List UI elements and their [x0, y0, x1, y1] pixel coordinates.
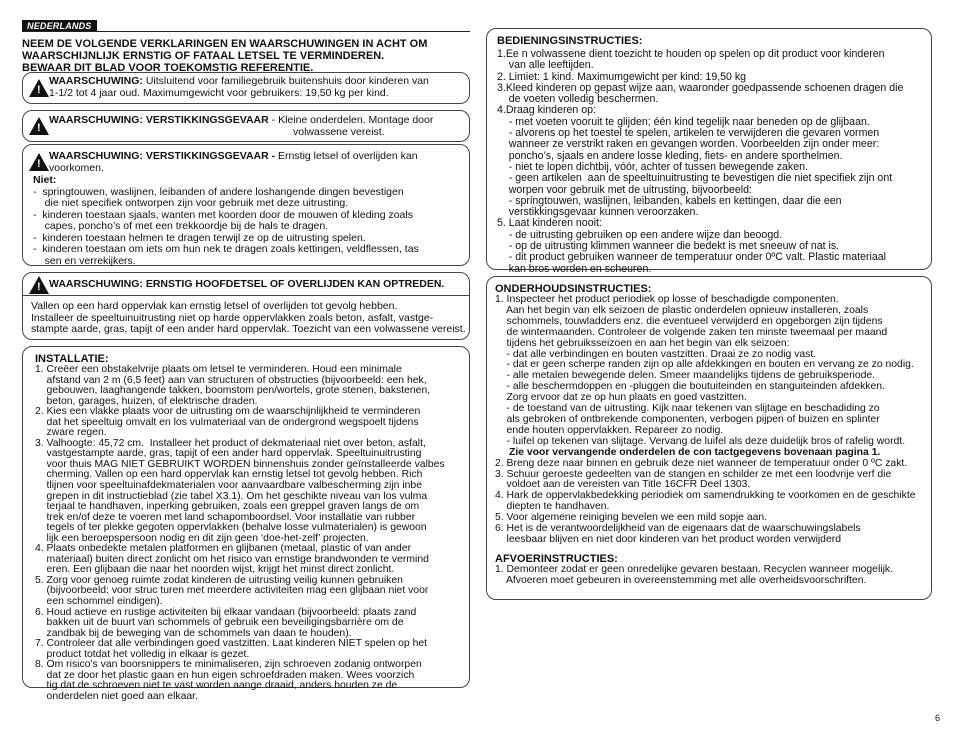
warning-text: Ernstig letsel of overlijden kan voorkomen.	[49, 150, 418, 174]
text-line: diepten te handhaven.	[495, 501, 610, 513]
text-line: 3.Kleed kinderen op gepast wijze aan, waaronder goedpassende schoenen dragen die	[497, 81, 904, 94]
text-line: onderdelen niet goed aan elkaar.	[35, 690, 198, 702]
text-line: - geen artikelen aan de speeltuinuitrusting te bevestigen die niet specifiek zijn ont	[497, 172, 893, 185]
text-line: zware regen.	[35, 427, 107, 439]
text-line: bakken uit de buurt van schommels of gebruik een beveiligingsbarrière om de	[35, 617, 404, 629]
text-line: 4.Draag kinderen op:	[497, 104, 596, 117]
text-line: verstikkingsgevaar kunnen veroorzaken.	[497, 206, 699, 219]
operation-title: BEDIENINGSINSTRUCTIES:	[497, 35, 643, 47]
text-line: de wintermaanden. Controleer de volgende zaken ten minste tweemaal per maand	[495, 326, 888, 338]
text-line: 3. Valhoogte: 45,72 cm. Installeer het product of dekmateriaal niet over beton, asfalt,	[35, 437, 426, 449]
disposal-title: AFVOERINSTRUCTIES:	[495, 552, 618, 565]
warning-text: Vallen op een hard oppervlak kan ernstig letsel of overlijden tot gevolg hebben.	[31, 300, 398, 312]
text-line: voor thuis MAG NIET GEBRUIKT WORDEN binnenshuis zonder geïnstalleerde valbes	[35, 458, 445, 470]
text-line: vastgestampte aarde, gras, tapijt of een ander hard oppervlak. Speeltuinuitrusting	[35, 448, 422, 460]
text-line: 4. Plaats onbedekte metalen platformen en glijbanen (metaal, plastic of van ander	[35, 543, 412, 555]
niet-item: sen en verrekijkers.	[33, 254, 136, 267]
text-line: - de toestand van de uitrusting. Kijk naar tekenen van slijtage en beschadiding zo	[495, 403, 880, 415]
language-tag: NEDERLANDS	[22, 20, 97, 32]
intro-line: WAARSCHIJNLIJK ERNSTIG OF FATAAL LETSEL TE VERMINDEREN.	[22, 50, 385, 62]
warning-text: - Kleine onderdelen. Montage door	[268, 114, 434, 126]
installation-title: INSTALLATIE:	[35, 353, 109, 365]
text-line: (bijvoorbeeld: voor struc turen met meerdere activiteiten mag een glijbaan niet voor	[35, 585, 429, 597]
text-line: - alle metalen bewegende delen. Smeer maandelijks tijdens de gebruiksperiode.	[495, 370, 876, 382]
text-line: ende houten oppervlakken. Repareer zo nodig.	[495, 424, 724, 436]
text-line: lijk een beroepspersoon nodig en dit zijn geen ‘doe-het-zelf’ projecten.	[35, 532, 369, 544]
installation-box	[22, 346, 470, 702]
warning-text: volwassene vereist.	[293, 125, 385, 138]
text-line: 8. Om risico’s van boorsnippers te minimaliseren, zijn schroeven zodanig ontworpen	[35, 659, 422, 671]
text-line: voldoet aan de vereisten van Title 16CFR Deel 1303.	[495, 479, 751, 491]
text-line: trek en/of deze te voeren met land schapomboordsel. Voor installatie van rubber	[35, 511, 416, 523]
text-line: - dat er geen scherpe randen zijn op alle afdekkingen en bouten en vervang ze zo nodig.	[495, 359, 914, 371]
niet-item: capes, poncho’s of met een trekkoordje bij de hals te dragen.	[33, 220, 329, 232]
text-line: als gebroken of ontbrekende componenten, verbogen pijpen of buizen en splinter	[495, 413, 880, 425]
niet-item: - kinderen toestaan sjaals, wanten met koorden door de mouwen of kleding zoals	[33, 208, 413, 221]
text-line: van alle leeftijden.	[497, 59, 594, 72]
warning-label: WAARSCHUWING: VERSTIKKINGSGEVAAR -	[49, 150, 276, 162]
text-line: - springtouwen, waslijnen, leibanden, kabels en kettingen, daar die een	[497, 194, 842, 207]
text-line: - luifel op tekenen van slijtage. Vervang de luifel als deze duidelijk bros of rafelig wordt.	[495, 435, 906, 447]
text-line: 1. Demonteer zodat er geen onredelijke gevaren bestaan. Recyclen wanneer mogelijk.	[495, 563, 893, 575]
text-line: grepen in dit instructieblad (zie tabel X3.1). Om het geschikte niveau van los vulma	[35, 490, 428, 502]
text-line: leesbaar blijven en niet door kinderen van het product worden verwijderd	[495, 533, 841, 545]
text-line: de voeten volledig beschermen.	[497, 93, 659, 106]
text-line: - dat alle verbindingen en bouten vastzitten. Draai ze zo nodig vast.	[495, 348, 817, 360]
spare-parts-note: Zie voor vervangende onderdelen de con tactgegevens bovenaan pagina 1.	[509, 446, 881, 458]
warning-text: Uitsluitend voor familiegebruik buitenshuis door kinderen van	[142, 75, 429, 87]
text-line: Afvoeren moet gebeuren in overeenstemming met alle overheidsvoorschriften.	[495, 574, 867, 586]
text-line: 5. Laat kinderen nooit:	[497, 217, 602, 230]
text-line: worpen voor gebruik met de uitrusting, bijvoorbeeld:	[497, 183, 752, 196]
operation-list	[497, 49, 929, 275]
warning-label: WAARSCHUWING:	[49, 75, 143, 87]
text-line: wanneer ze verstrikt raken en gevangen worden. Voorbeelden zijn onder meer:	[497, 138, 880, 151]
maintenance-box	[486, 276, 932, 600]
intro-heading	[22, 38, 472, 74]
text-line: - met voeten vooruit te glijden; één kind tegelijk naar beneden op de glijbaan.	[497, 115, 870, 128]
text-line: terjaal te handhaven, inperking gebruiken, zoals een greppel graven langs de om	[35, 501, 420, 513]
text-line: afstand van 2 m (6,5 feet) aan van structuren of obstructies (bijvoorbeeld: een hek,	[35, 374, 427, 386]
text-line: eren. Een glijbaan die naar het noorden wijst, krijgt het minst direct zonlicht.	[35, 564, 395, 576]
warning-text: Installeer de speeltuinuitrusting niet op harde oppervlakken zoals beton, asfalt, vastge-	[31, 311, 434, 324]
text-line: schommels, touwladders enz. die eventueel verwijderd en opgeborgen zijn tijdens	[495, 315, 883, 327]
disposal-list	[495, 565, 929, 587]
warning-small-parts-box: ! WAARSCHUWING: VERSTIKKINGSGEVAAR - Kleine onderdelen. Montage door volwassene vereist.	[22, 110, 470, 142]
warning-label: WAARSCHUWING: ERNSTIG HOOFDETSEL OF OVERLIJDEN KAN OPTREDEN.	[49, 278, 445, 290]
text-line: 6. Houd actieve en rustige activiteiten bij elkaar vandaan (bijvoorbeeld: plaats zand	[35, 606, 417, 618]
text-line: 5. Zorg voor genoeg ruimte zodat kinderen de uitrusting veilig kunnen gebruiken	[35, 574, 403, 586]
text-line: tlijnen voor speeltuinafdekmaterialen voor aanvaardbare valbescherming zijn inbe	[35, 480, 422, 492]
warning-strangulation-box: ! WAARSCHUWING: VERSTIKKINGSGEVAAR - Ernstig letsel of overlijden kan voorkomen. Niet: - springtouwen, waslijnen, leibanden of andere loshangende dingen bevestigen die niet specifiek ontworpen zijn voor gebruik met deze uitrusting. - kinderen toestaan sjaals, wanten met koorden door de mouwen of kleding zoals capes, poncho’s of met een trekkoordje bij de hals te dragen. - kinderen toestaan helmen te dragen terwijl ze op de uitrusting spelen. - kinderen toestaan om iets om hun nek te dragen zoals kettingen, veldflessen, tas sen en verrekijkers.	[22, 144, 470, 266]
text-line: 1.Ee n volwassene dient toezicht te houden op spelen op dit product voor kinderen	[497, 48, 885, 60]
text-line: kan bros worden en scheuren.	[497, 262, 652, 275]
text-line: - alvorens op het toestel te spelen, artikelen te verwijderen die gevaren vormen	[497, 127, 880, 140]
text-line: 6. Het is de verantwoordelijkheid van de eigenaars dat de waarschuwingslabels	[495, 523, 861, 535]
maintenance-title: ONDERHOUDSINSTRUCTIES:	[495, 283, 652, 295]
text-line: beton, garages, huizen, of elektrische draden.	[35, 395, 258, 407]
text-line: dat ze door het plastic gaan en hun eigen schroefdraden maken. Wees voorzich	[35, 669, 415, 681]
text-line: - dit product gebruiken wanneer de temperatuur onder 0ºC valt. Plastic materiaal	[497, 251, 886, 264]
text-line: een schommel eindigen).	[35, 596, 163, 608]
warning-family-use-box: ! WAARSCHUWING: Uitsluitend voor familiegebruik buitenshuis door kinderen van 1-1/2 tot 4 jaar oud. Maximumgewicht voor gebruikers: 19,50 kg per kind.	[22, 72, 470, 104]
text-line: - de uitrusting gebruiken op een andere wijze dan beoogd.	[497, 228, 783, 241]
maintenance-list-2	[495, 459, 929, 546]
text-line: Aan het begin van elk seizoen de plastic onderdelen opnieuw installeren, zoals	[495, 304, 869, 316]
text-line: 5. Voor algemene reiniging bevelen we een mild sopje aan.	[495, 512, 768, 524]
text-line: product totdat het volledig in elkaar is gezet.	[35, 648, 250, 660]
intro-line: NEEM DE VOLGENDE VERKLARINGEN EN WAARSCHUWINGEN IN ACHT OM	[22, 38, 428, 50]
text-line: 2. Kies een vlakke plaats voor de uitrusting om de waarschijnlijkheid te verminderen	[35, 406, 421, 418]
text-line: tijdens het gebruiksseizoen en aan het begin van elk seizoen:	[495, 337, 790, 349]
text-line: - alle beschermdoppen en -pluggen die boutuiteinden en stanguiteinden afdekken.	[495, 381, 885, 393]
installation-list	[35, 365, 467, 703]
text-line: 3. Schuur geroeste gedeelten van de stangen en schilder ze met een loodvrije verf die	[495, 468, 892, 480]
intro-line: BEWAAR DIT BLAD VOOR TOEKOMSTIG REFERENTIE.	[22, 62, 314, 74]
page-number: 6	[934, 713, 940, 723]
text-line: cherming. Vallen op een hard oppervlak kan ernstig letsel tot gevolg hebben. Rich	[35, 469, 423, 481]
text-line: poncho’s, sjaals en andere losse kleding, fiets- en andere sporthelmen.	[497, 149, 843, 162]
text-line: tig dat de schroeven niet te vast worden aange draaid, anders houden ze de	[35, 680, 398, 692]
warning-label: WAARSCHUWING: VERSTIKKINGSGEVAAR	[49, 114, 269, 126]
text-line: dat het speeltuig omvalt en los vulmateriaal van de ondergrond wegspoelt tijdens	[35, 416, 419, 428]
header-rule	[22, 31, 470, 32]
operation-box	[486, 28, 932, 275]
text-line: 2. Limiet: 1 kind. Maximumgewicht per kind: 19,50 kg	[497, 70, 747, 83]
warning-text: stampte aarde, gras, tapijt of een ander hard oppervlak. Toezicht van een volwassene vereist.	[31, 323, 466, 335]
text-line: 4. Hark de oppervlakbedekking periodiek om samendrukking te voorkomen en de geschikte	[495, 490, 916, 502]
warning-head-injury-box: ! WAARSCHUWING: ERNSTIG HOOFDETSEL OF OVERLIJDEN KAN OPTREDEN. Vallen op een hard oppervlak kan ernstig letsel of overlijden tot gevolg hebben. Installeer de speeltuinuitrusting niet op harde oppervlakken zoals beton, asfalt, vastge- stampte aarde, gras, tapijt of een ander hard oppervlak. Toezicht van een volwassene vereist.	[22, 272, 470, 340]
text-line: Zorg ervoor dat ze op hun plaats en goed vastzitten.	[495, 392, 747, 404]
niet-item: - kinderen toestaan om iets om hun nek te dragen zoals kettingen, veldflessen, tas	[33, 243, 419, 255]
text-line: 1. Inspecteer het product periodiek op losse of beschadigde componenten.	[495, 294, 839, 305]
text-line: 2. Breng deze naar binnen en gebruik deze niet wanneer de temperatuur onder 0 ºC zakt.	[495, 457, 908, 469]
niet-item: die niet specifiek ontworpen zijn voor gebruik met deze uitrusting.	[33, 197, 349, 209]
text-line: - op de uitrusting klimmen wanneer die bedekt is met sneeuw of nat is.	[497, 240, 840, 253]
text-line: tegels of ter plekke gegoten oppervlakken (behalve losse vulmaterialen) is gewoon	[35, 522, 427, 534]
text-line: 7. Controleer dat alle verbindingen goed vastzitten. Laat kinderen NIET spelen op het	[35, 638, 428, 650]
warning-text: 1-1/2 tot 4 jaar oud. Maximumgewicht voor gebruikers: 19,50 kg per kind.	[49, 86, 389, 99]
niet-item: - springtouwen, waslijnen, leibanden of andere loshangende dingen bevestigen	[33, 185, 404, 198]
niet-item: - kinderen toestaan helmen te dragen terwijl ze op de uitrusting spelen.	[33, 231, 366, 244]
text-line: gebouwen, laaghangende takken, boomstom pen/wortels, grote stenen, bakstenen,	[35, 385, 431, 397]
text-line: - niet te lopen dichtbij, vóór, achter of tussen bewegende zaken.	[497, 160, 808, 173]
text-line: materiaal) buiten direct zonlicht om het risico van ernstige brandwonden te vermind	[35, 553, 429, 565]
niet-title: Niet:	[33, 174, 57, 186]
maintenance-list	[495, 295, 929, 448]
text-line: zandbak bij de beweging van de schommels van daan te houden).	[35, 627, 352, 639]
text-line: 1. Creëer een obstakelvrije plaats om letsel te verminderen. Houd een minimale	[35, 364, 402, 375]
